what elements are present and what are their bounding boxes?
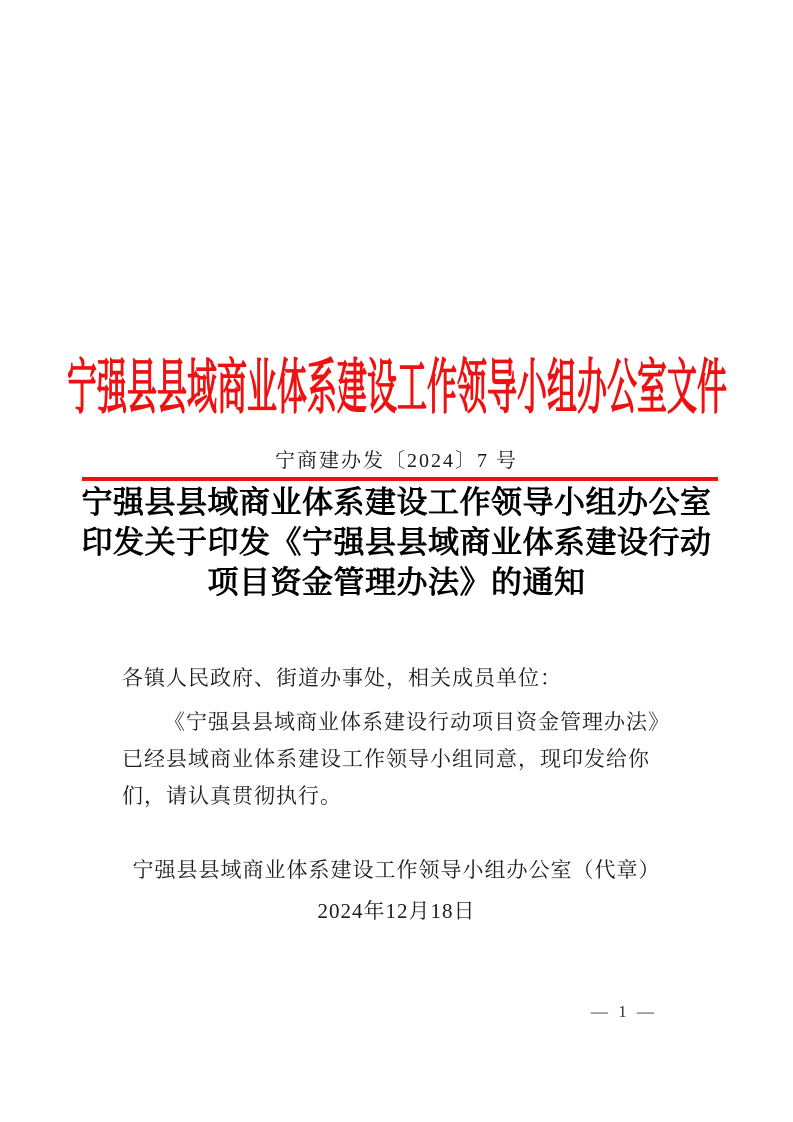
document-reference-number: 宁商建办发〔2024〕7 号 bbox=[275, 450, 518, 472]
letterhead-org-title: 宁强县县域商业体系建设工作领导小组办公室文件 bbox=[66, 355, 727, 421]
page-number: — 1 — bbox=[591, 1002, 657, 1021]
salutation-line: 各镇人民政府、街道办事处，相关成员单位： bbox=[122, 666, 562, 690]
signature-date: 2024年12月18日 bbox=[317, 899, 476, 923]
document-title-line: 项目资金管理办法》的通知 bbox=[207, 565, 586, 600]
body-paragraph bbox=[122, 704, 688, 815]
body-paragraph-line: 们，请认真贯彻执行。 bbox=[122, 784, 342, 808]
letterhead-banner bbox=[0, 356, 793, 420]
document-title-line: 宁强县县域商业体系建设工作领导小组办公室 bbox=[81, 485, 712, 520]
body-paragraph-line: 《宁强县县域商业体系建设行动项目资金管理办法》 bbox=[164, 710, 670, 734]
signature-organization: 宁强县县域商业体系建设工作领导小组办公室（代章） bbox=[132, 858, 661, 882]
document-title-line: 印发关于印发《宁强县县域商业体系建设行动 bbox=[81, 525, 712, 560]
body-paragraph-line: 已经县域商业体系建设工作领导小组同意，现印发给你 bbox=[122, 747, 650, 771]
document-body bbox=[122, 660, 688, 815]
red-divider-rule bbox=[82, 477, 718, 481]
document-title bbox=[60, 483, 733, 603]
